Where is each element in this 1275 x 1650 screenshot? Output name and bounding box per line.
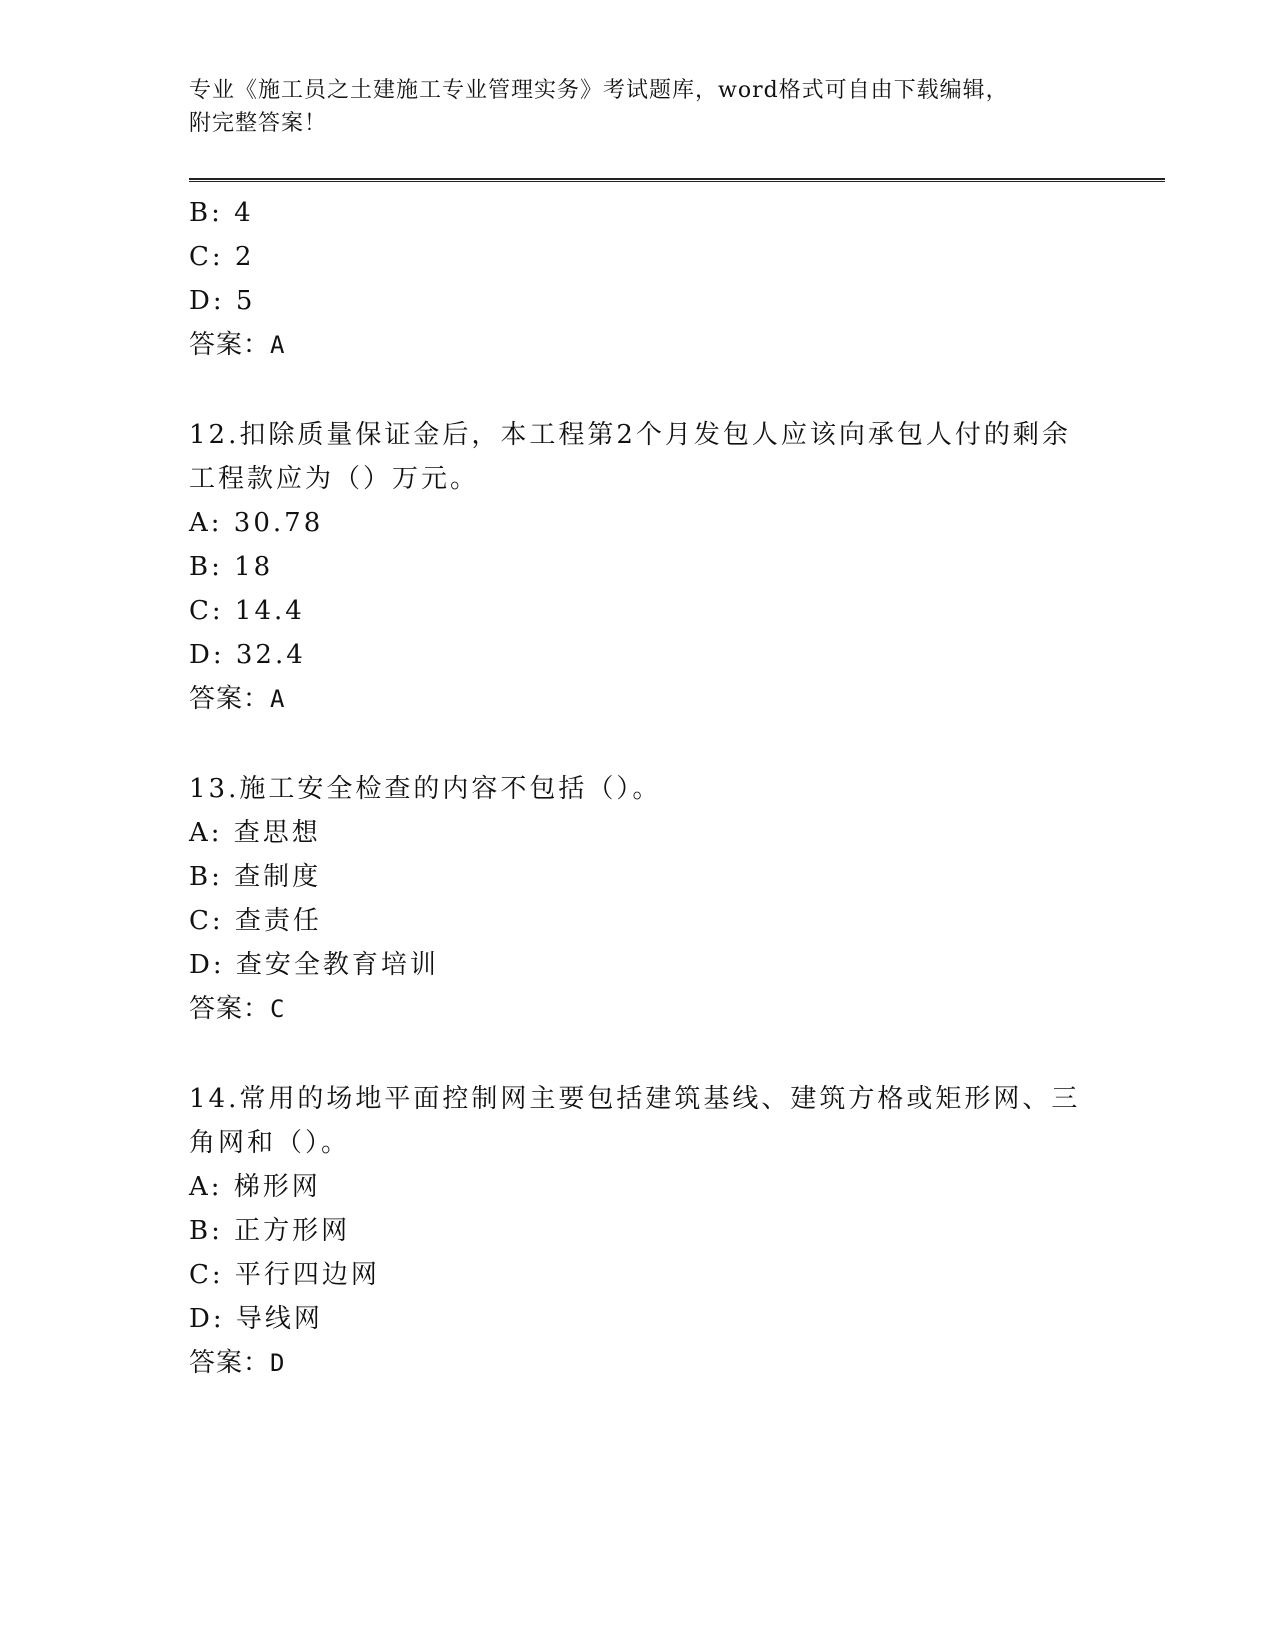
document-header: 专业《施工员之土建施工专业管理实务》考试题库，word格式可自由下载编辑， 附完整答案！: [189, 78, 1009, 136]
option-a: A: 查思想: [189, 818, 321, 848]
option-d: D: 5: [189, 286, 256, 316]
option-d: D: 查安全教育培训: [189, 950, 439, 980]
question-14-stem-cont: 角网和（）。: [189, 1128, 351, 1158]
question-13-stem: 13.施工安全检查的内容不包括（）。: [189, 774, 662, 804]
header-divider: [189, 178, 1165, 182]
option-b: B: 正方形网: [189, 1216, 351, 1246]
option-a: A: 梯形网: [189, 1172, 321, 1202]
answer-label: 答案：: [189, 684, 271, 714]
option-d: D: 导线网: [189, 1304, 323, 1334]
answer-line: [189, 328, 285, 362]
answer-line: [189, 992, 285, 1026]
option-b: B: 18: [189, 552, 274, 582]
answer-label: 答案：: [189, 330, 271, 360]
option-c: C: 2: [189, 242, 255, 272]
option-c: C: 查责任: [189, 906, 322, 936]
option-a: A: 30.78: [189, 508, 324, 538]
answer-label: 答案：: [189, 994, 271, 1024]
question-14-stem: 14.常用的场地平面控制网主要包括建筑基线、建筑方格或矩形网、三: [189, 1084, 1081, 1114]
option-c: C: 平行四边网: [189, 1260, 380, 1290]
answer-label: 答案：: [189, 1348, 271, 1378]
option-c: C: 14.4: [189, 596, 305, 626]
answer-value: D: [270, 1349, 286, 1377]
answer-value: A: [270, 331, 286, 359]
answer-value: A: [270, 685, 286, 713]
answer-line: [189, 1346, 285, 1380]
answer-line: [189, 682, 285, 716]
answer-value: C: [270, 995, 286, 1023]
question-12-stem-cont: 工程款应为（）万元。: [189, 464, 480, 494]
option-d: D: 32.4: [189, 640, 306, 670]
option-b: B: 4: [189, 198, 254, 228]
question-12-stem: 12.扣除质量保证金后，本工程第2个月发包人应该向承包人付的剩余: [189, 420, 1071, 450]
option-b: B: 查制度: [189, 862, 322, 892]
